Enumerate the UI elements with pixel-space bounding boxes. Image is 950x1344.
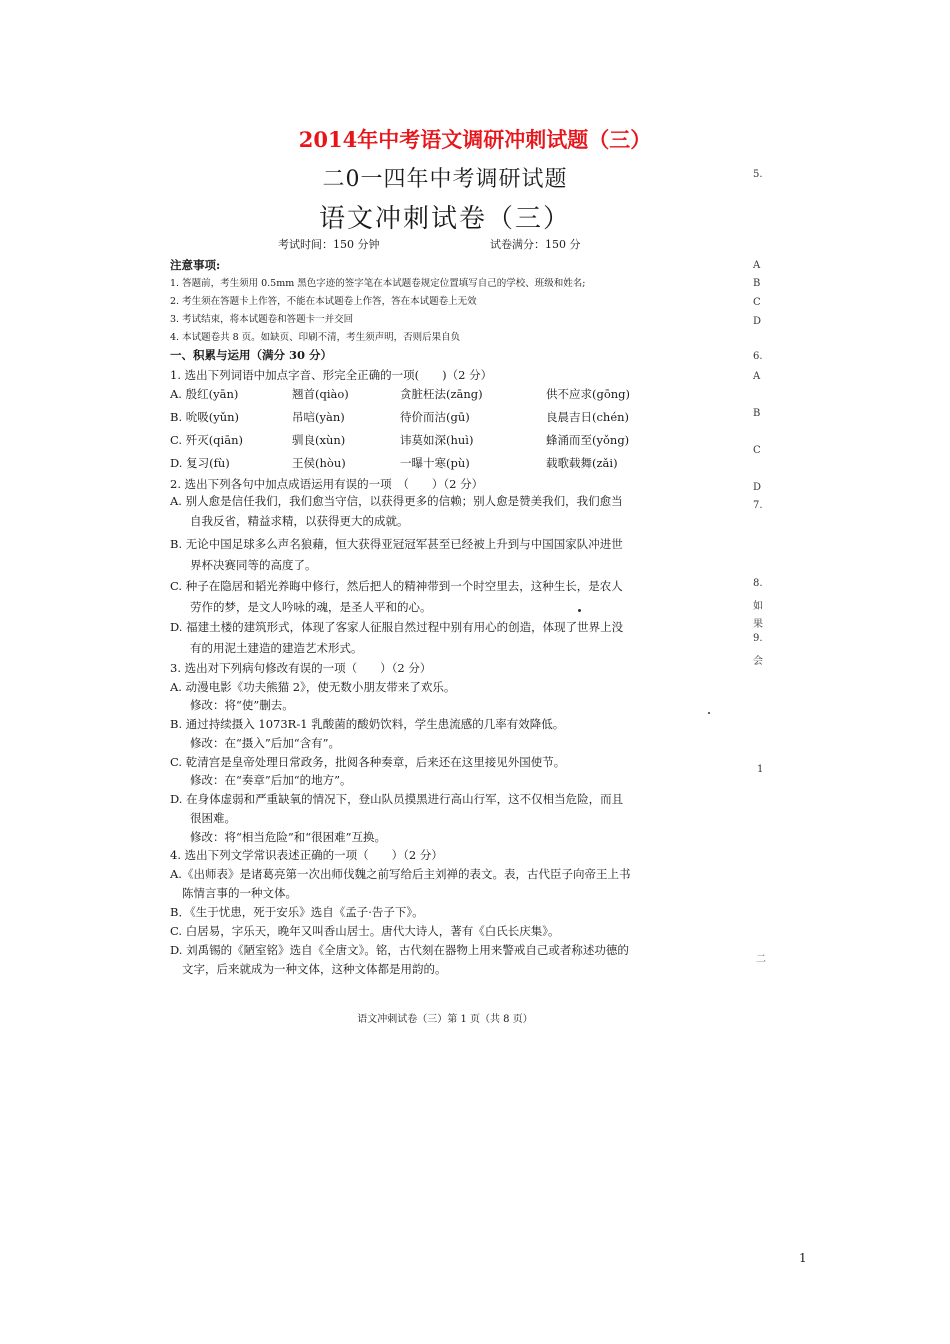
q3-option-line: 修改：在“摄入”后加“含有”。 <box>190 736 341 750</box>
exam-time: 考试时间：150 分钟 <box>278 238 380 251</box>
margin-fragment: 如 <box>753 601 763 612</box>
q1-option-cell: 王侯(hòu) <box>292 456 346 470</box>
q2-option-line: C. 种子在隐居和韬光养晦中修行，然后把人的精神带到一个时空里去，这种生长，是农人 <box>170 579 623 593</box>
q1-option-cell: 贪脏枉法(zāng) <box>400 387 483 401</box>
full-score: 试卷满分：150 分 <box>490 238 581 251</box>
section-heading: 一、积累与运用（满分 30 分） <box>170 348 333 362</box>
q4-option-line: 文字，后来就成为一种文体，这种文体都是用韵的。 <box>182 962 447 976</box>
page-number: 1 <box>799 1251 807 1265</box>
q3-option-line: 很困难。 <box>190 811 236 825</box>
paper-title: 语文冲刺试卷（三） <box>318 204 571 234</box>
q1-option-cell: 讳莫如深(huì) <box>400 433 474 447</box>
question-4-stem: 4. 选出下列文学常识表述正确的一项（ ）（2 分） <box>170 848 443 862</box>
note-item: 2. 考生须在答题卡上作答，不能在本试题卷上作答，答在本试题卷上无效 <box>170 296 477 307</box>
q1-option-cell: 良晨吉日(chén) <box>546 410 630 424</box>
q2-option-line: 界杯决赛同等的高度了。 <box>190 558 317 572</box>
q2-option-line: D. 福建土楼的建筑形式，体现了客家人征服自然过程中别有用心的创造，体现了世界上没 <box>170 620 624 634</box>
q1-option-cell: 吊唁(yàn) <box>292 410 345 424</box>
q1-option-cell: 翘首(qiào) <box>292 387 349 401</box>
q1-option-cell: A. 殷红(yān) <box>170 387 239 401</box>
margin-fragment: 会 <box>753 656 763 667</box>
q2-option-line: A. 别人愈是信任我们，我们愈当守信，以获得更多的信赖；别人愈是赞美我们，我们愈当 <box>170 494 623 508</box>
margin-fragment: 6. <box>753 351 763 362</box>
margin-fragment: 1 <box>757 764 764 775</box>
margin-fragment: C <box>753 445 761 456</box>
q2-option-line: 劳作的梦，是文人吟咏的魂，是圣人平和的心。 <box>190 600 432 614</box>
margin-fragment: 5. <box>753 169 763 180</box>
q1-option-cell: 待价而沽(gū) <box>400 410 470 424</box>
q3-option-line: D. 在身体虚弱和严重缺氧的情况下，登山队员摸黑进行高山行军，这不仅相当危险，而且 <box>170 792 624 806</box>
note-item: 3. 考试结束，将本试题卷和答题卡一并交回 <box>170 314 354 325</box>
question-3-stem: 3. 选出对下列病句修改有误的一项（ ）（2 分） <box>170 661 432 675</box>
q3-option-line: 修改：将“使”删去。 <box>190 698 294 712</box>
q1-option-cell: B. 吮吸(yǔn) <box>170 410 240 424</box>
q1-option-cell: D. 复习(fù) <box>170 456 230 470</box>
margin-fragment: B <box>753 408 761 419</box>
q4-option-line: B．《生于忧患，死于安乐》选自《孟子·告子下》。 <box>170 905 424 919</box>
q1-option-cell: 载歌载舞(zǎi) <box>546 456 618 470</box>
margin-fragment: C <box>753 297 761 308</box>
q1-option-cell: 蜂涌而至(yǒng) <box>546 433 630 447</box>
q3-option-line: A. 动漫电影《功夫熊猫 2》，使无数小朋友带来了欢乐。 <box>170 680 456 694</box>
q1-option-cell: 驯良(xùn) <box>292 433 346 447</box>
q3-option-line: B. 通过持续摄入 1073R-1 乳酸菌的酸奶饮料，学生患流感的几率有效降低。 <box>170 717 565 731</box>
margin-fragment: 8. <box>753 578 763 589</box>
question-2-stem: 2. 选出下列各句中加点成语运用有误的一项 （ ）（2 分） <box>170 477 484 491</box>
q3-option-line: 修改：将“相当危险”和“很困难”互换。 <box>190 830 387 844</box>
margin-fragment: A <box>753 260 761 271</box>
scan-speck <box>578 609 581 612</box>
document-top-title: 2014年中考语文调研冲刺试题（三） <box>298 127 652 152</box>
q2-option-line: B. 无论中国足球多么声名狼藉，恒大获得亚冠冠军甚至已经被上升到与中国国家队冲进世 <box>170 537 623 551</box>
q4-option-line: 陈情言事的一种文体。 <box>182 886 297 900</box>
notes-heading: 注意事项: <box>170 258 221 272</box>
q1-option-cell: 供不应求(gōng) <box>546 387 631 401</box>
q3-option-line: 修改：在“奏章”后加“的地方”。 <box>190 773 352 787</box>
note-item: 4. 本试题卷共 8 页。如缺页、印刷不清，考生须声明，否则后果自负 <box>170 332 461 343</box>
page-footer: 语文冲刺试卷（三）第 1 页（共 8 页） <box>357 1014 533 1025</box>
q2-option-line: 有的用泥土建造的建造艺术形式。 <box>190 641 363 655</box>
question-1-stem: 1. 选出下列词语中加点字音、形完全正确的一项( )（2 分） <box>170 368 493 382</box>
exam-title: 二0一四年中考调研试题 <box>322 167 568 192</box>
margin-fragment: A <box>753 371 761 382</box>
margin-fragment: D <box>753 316 762 327</box>
q4-option-line: A.《出师表》是诸葛亮第一次出师伐魏之前写给后主刘禅的表文。表，古代臣子向帝王上书 <box>170 867 631 881</box>
q1-option-cell: 一曝十寒(pù) <box>400 456 470 470</box>
margin-fragment: 7. <box>753 500 763 511</box>
margin-fragment: B <box>753 278 761 289</box>
margin-fragment: 二 <box>756 954 766 965</box>
note-item: 1. 答题前，考生须用 0.5mm 黑色字迹的签字笔在本试题卷规定位置填写自己的学校、班级和姓名; <box>170 278 586 289</box>
q3-option-line: C. 乾清宫是皇帝处理日常政务，批阅各种奏章，后来还在这里接见外国使节。 <box>170 755 566 769</box>
scan-speck <box>708 712 710 714</box>
q1-option-cell: C. 歼灭(qiān) <box>170 433 243 447</box>
q2-option-line: 自我反省，精益求精，以获得更大的成就。 <box>190 514 409 528</box>
margin-fragment: D <box>753 482 762 493</box>
q4-option-line: C. 白居易，字乐天，晚年又叫香山居士。唐代大诗人，著有《白氏长庆集》。 <box>170 924 560 938</box>
margin-fragment: 9. <box>753 633 763 644</box>
margin-fragment: 果 <box>753 619 763 630</box>
q4-option-line: D. 刘禹锡的《陋室铭》选自《全唐文》。铭，古代刻在器物上用来警戒自己或者称述功德的 <box>170 943 629 957</box>
